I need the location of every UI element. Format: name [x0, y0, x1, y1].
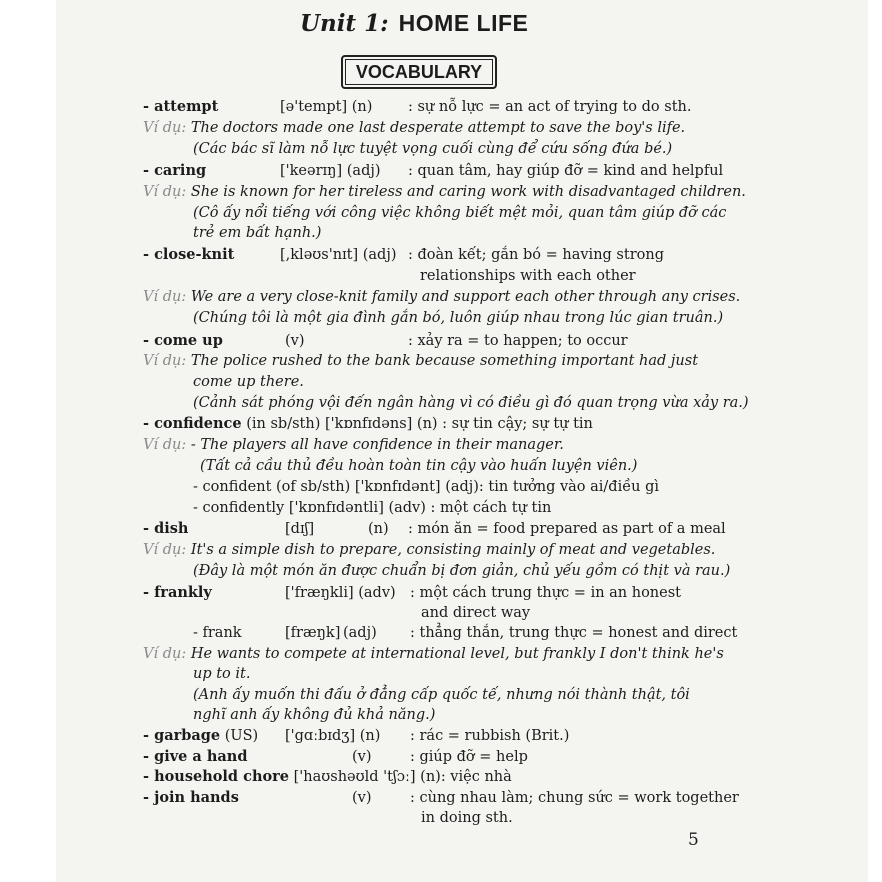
vi-du-label: Ví dụ: [143, 646, 187, 662]
entry-attempt [143, 98, 218, 116]
definition: : một cách trung thực = in an honest [410, 585, 681, 601]
unit-label: Unit 1: [300, 10, 389, 37]
definition: : thẳng thắn, trung thực = honest and direct [410, 625, 738, 641]
page-number: 5 [688, 830, 699, 850]
term: - join hands [143, 789, 239, 806]
example [143, 352, 698, 370]
term: - frankly [143, 584, 212, 601]
definition: : sự nỗ lực = an act of trying to do sth. [408, 99, 692, 115]
term: - household chore [143, 768, 290, 785]
translation: (Đây là một món ăn được chuẩn bị đơn giản, chủ yếu gồm có thịt và rau.) [193, 563, 731, 579]
vi-du-label: Ví dụ: [143, 437, 187, 453]
translation: (Các bác sĩ làm nỗ lực tuyệt vọng cuối cùng để cứu sống đứa bé.) [193, 141, 673, 157]
related-word: - confidently ['kɒnfɪdəntli] (adv) : một cách tự tin [193, 500, 552, 516]
pos: (v) [285, 333, 305, 349]
example [143, 645, 724, 663]
term: - come up [143, 332, 223, 349]
vi-du-label: Ví dụ: [143, 289, 187, 305]
related-word: - frank [193, 625, 242, 641]
pos: (n) [368, 521, 389, 537]
example [143, 288, 740, 306]
translation: trẻ em bất hạnh.) [193, 225, 322, 241]
term: - caring [143, 162, 207, 179]
term: - close-knit [143, 246, 235, 263]
definition: : món ăn = food prepared as part of a meal [408, 521, 726, 537]
example-text: It's a simple dish to prepare, consisting mainly of meat and vegetables. [190, 542, 716, 558]
region-label: (US) [224, 728, 259, 744]
translation: (Anh ấy muốn thi đấu ở đẳng cấp quốc tế, nhưng nói thành thật, tôi [193, 687, 690, 703]
pos: (v) [352, 790, 372, 806]
definition-cont: and direct way [421, 605, 531, 621]
example [143, 541, 715, 559]
translation: (Tất cả cầu thủ đều hoàn toàn tin cậy vào huấn luyện viên.) [200, 458, 638, 474]
example-text: The police rushed to the bank because something important had just [190, 353, 699, 369]
translation: (Chúng tôi là một gia đình gắn bó, luôn giúp nhau trong lúc gian truân.) [193, 310, 724, 326]
translation: (Cảnh sát phóng vội đến ngân hàng vì có điều gì đó quan trọng vừa xảy ra.) [193, 395, 749, 411]
term: - garbage [143, 727, 221, 744]
example-cont: come up there. [193, 374, 304, 390]
entry-rest: (in sb/sth) ['kɒnfɪdəns] (n) : sự tin cậy; sự tự tin [246, 416, 593, 432]
example [143, 436, 564, 454]
vi-du-label: Ví dụ: [143, 353, 187, 369]
section-title: VOCABULARY [355, 61, 483, 82]
term: - dish [143, 520, 189, 537]
entry-garbage [143, 727, 258, 745]
term: - give a hand [143, 748, 248, 765]
page-header [300, 10, 528, 37]
definition: : đoàn kết; gắn bó = having strong [408, 247, 664, 263]
ipa: [ə'tempt] (n) [280, 99, 373, 115]
definition: : giúp đỡ = help [410, 749, 528, 765]
ipa: ['gɑːbɪdʒ] (n) [285, 728, 381, 744]
example-text: The doctors made one last desperate attempt to save the boy's life. [190, 120, 686, 136]
ipa: [,kləʊs'nɪt] (adj) [280, 247, 397, 263]
example [143, 119, 685, 137]
entry-household-chore [143, 768, 512, 786]
translation: nghĩ anh ấy không đủ khả năng.) [193, 707, 436, 723]
definition-cont: in doing sth. [421, 810, 513, 826]
example-text: She is known for her tireless and caring work with disadvantaged children. [190, 184, 746, 200]
example-text: We are a very close-knit family and support each other through any crises. [190, 289, 741, 305]
definition: : rác = rubbish (Brit.) [410, 728, 570, 744]
vi-du-label: Ví dụ: [143, 120, 187, 136]
example-text: - The players all have confidence in their manager. [190, 437, 564, 453]
example-cont: up to it. [193, 666, 251, 682]
ipa: [dɪʃ] [285, 521, 315, 537]
entry-rest: ['haʊshəʊld 'tʃɔː] (n): việc nhà [293, 769, 512, 785]
vi-du-label: Ví dụ: [143, 542, 187, 558]
entry-confidence [143, 415, 593, 433]
definition: : quan tâm, hay giúp đỡ = kind and helpful [408, 163, 724, 179]
related-word: - confident (of sb/sth) ['kɒnfɪdənt] (adj): tin tưởng vào ai/điều gì [193, 479, 660, 495]
pos: (v) [352, 749, 372, 765]
term: - attempt [143, 98, 219, 115]
definition: : cùng nhau làm; chung sức = work together [410, 790, 739, 806]
example-text: He wants to compete at international level, but frankly I don't think he's [190, 646, 724, 662]
unit-title: HOME LIFE [398, 10, 529, 36]
definition: : xảy ra = to happen; to occur [408, 333, 628, 349]
ipa: [fræŋk] [285, 625, 341, 641]
vi-du-label: Ví dụ: [143, 184, 187, 200]
pos: (adj) [343, 625, 377, 641]
ipa: ['keərɪŋ] (adj) [280, 163, 381, 179]
section-title-box [341, 55, 497, 89]
term: - confidence [143, 415, 242, 432]
translation: (Cô ấy nổi tiếng với công việc không biết mệt mỏi, quan tâm giúp đỡ các [193, 205, 727, 221]
example [143, 183, 746, 201]
definition-cont: relationships with each other [420, 268, 636, 284]
ipa: ['fræŋkli] (adv) [285, 585, 396, 601]
